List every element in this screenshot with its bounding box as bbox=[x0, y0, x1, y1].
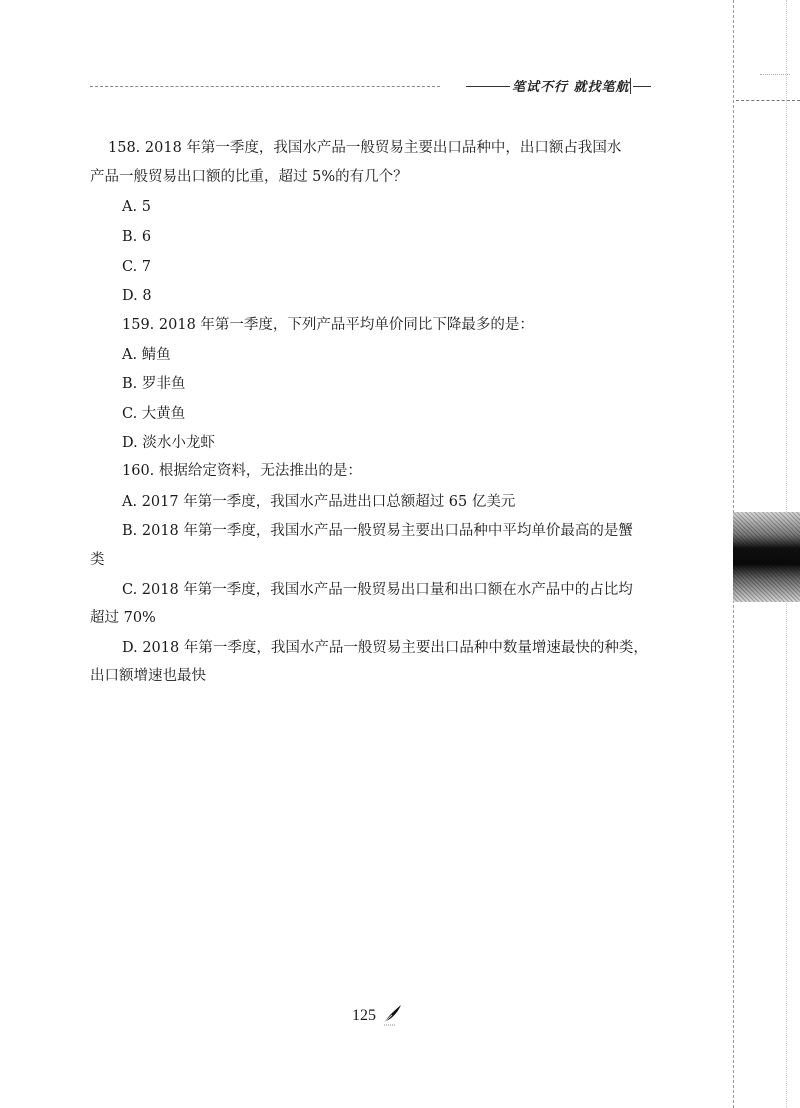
question-160-option-a: A. 2017 年第一季度，我国水产品进出口总额超过 65 亿美元 bbox=[122, 494, 516, 510]
question-159-option-b: B. 罗非鱼 bbox=[122, 376, 186, 392]
question-160-option-b-line2: 类 bbox=[90, 552, 105, 568]
question-158-option-b: B. 6 bbox=[122, 229, 152, 245]
question-160-option-d-line2: 出口额增速也最快 bbox=[90, 668, 206, 684]
header-bar bbox=[630, 78, 631, 94]
header-slogan: 笔试不行 就找笔航 bbox=[512, 80, 630, 95]
question-158-option-c: C. 7 bbox=[122, 259, 152, 275]
feather-pen-icon bbox=[380, 1002, 404, 1026]
question-160-option-c-line1: C. 2018 年第一季度，我国水产品一般贸易出口量和出口额在水产品中的占比均 bbox=[122, 582, 633, 598]
question-159-text: 159. 2018 年第一季度，下列产品平均单价同比下降最多的是： bbox=[122, 317, 534, 333]
question-158-option-a: A. 5 bbox=[122, 199, 151, 215]
question-158-text-line2: 产品一般贸易出口额的比重，超过 5%的有几个？ bbox=[90, 169, 408, 185]
header-rule-left bbox=[90, 86, 440, 87]
scan-top-mark bbox=[736, 100, 800, 101]
question-158-option-d: D. 8 bbox=[122, 288, 152, 304]
question-160-option-b-line1: B. 2018 年第一季度，我国水产品一般贸易主要出口品种中平均单价最高的是蟹 bbox=[122, 523, 633, 539]
page-number: 125 bbox=[352, 1007, 376, 1024]
question-159-option-c: C. 大黄鱼 bbox=[122, 406, 186, 422]
question-159-option-d: D. 淡水小龙虾 bbox=[122, 435, 215, 451]
header-rule-mid bbox=[466, 86, 510, 87]
scan-dark-band bbox=[733, 512, 800, 602]
question-160-text: 160. 根据给定资料，无法推出的是： bbox=[122, 463, 362, 479]
header-rule-right bbox=[633, 86, 651, 87]
question-160-option-d-line1: D. 2018 年第一季度，我国水产品一般贸易主要出口品种中数量增速最快的种类， bbox=[122, 640, 648, 656]
scan-top-mark-faint bbox=[760, 74, 790, 75]
question-160-option-c-line2: 超过 70% bbox=[90, 610, 156, 626]
question-159-option-a: A. 鲭鱼 bbox=[122, 347, 171, 363]
question-158-text-line1: 158. 2018 年第一季度，我国水产品一般贸易主要出口品种中，出口额占我国水 bbox=[108, 140, 622, 156]
